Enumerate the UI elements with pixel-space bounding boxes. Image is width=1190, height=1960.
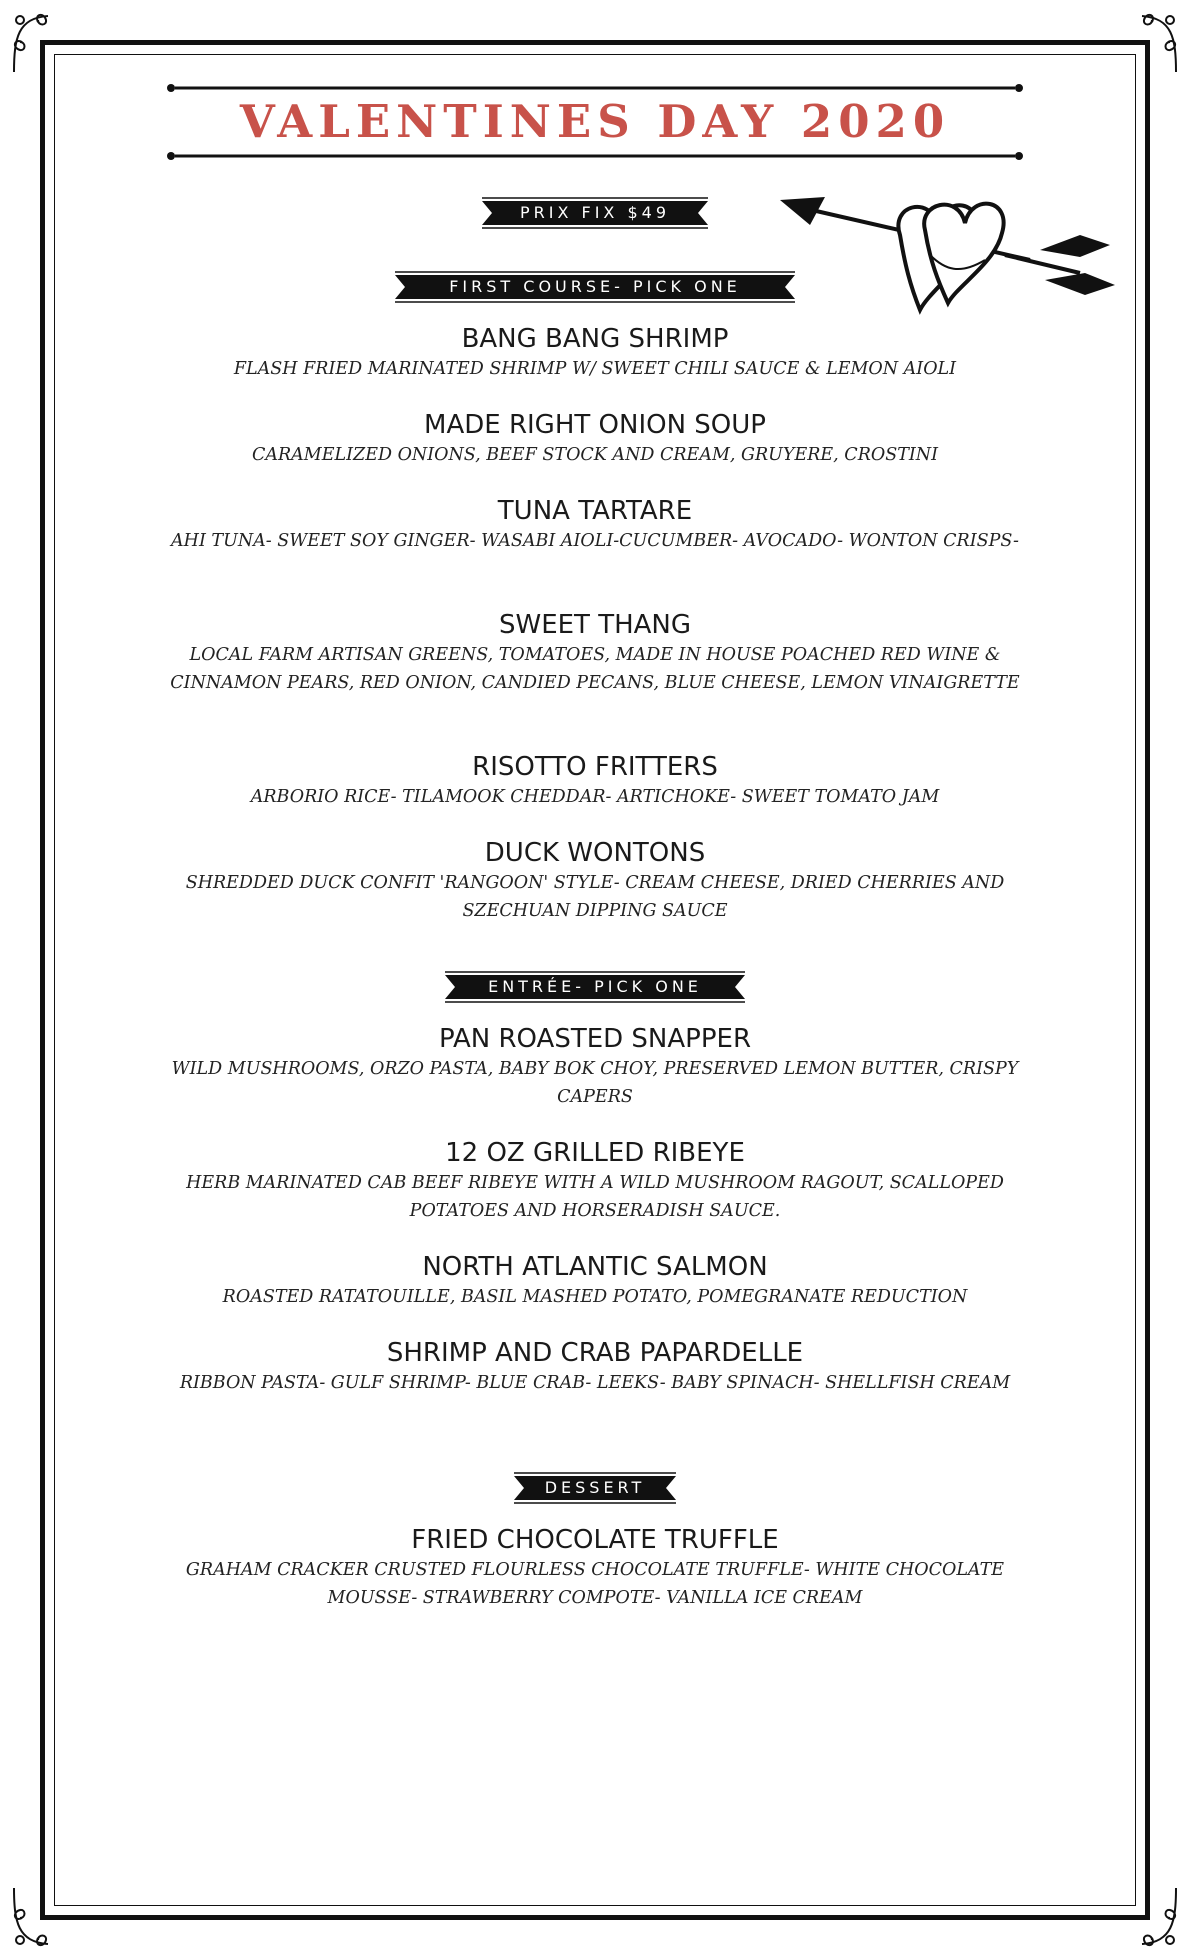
item-description: GRAHAM CRACKER CRUSTED FLOURLESS CHOCOLATE TRUFFLE- WHITE CHOCOLATE MOUSSE- STRAWBERRY COMPOTE- VANILLA ICE CREAM (185, 1560, 1005, 1608)
menu-title: VALENTINES DAY 2020 (239, 95, 951, 148)
menu-item (160, 609, 1030, 697)
item-description: ARBORIO RICE- TILAMOOK CHEDDAR- ARTICHOKE- SWEET TOMATO JAM (250, 787, 940, 807)
title-block (165, 82, 1025, 162)
menu-item (160, 323, 1030, 383)
heart-arrow-illustration-icon (780, 185, 1125, 320)
first-course-heading: FIRST COURSE- PICK ONE (449, 277, 741, 296)
item-name: DUCK WONTONS (484, 838, 706, 868)
corner-flourish-icon (1112, 8, 1182, 78)
item-description: FLASH FRIED MARINATED SHRIMP W/ SWEET CHILI SAUCE & LEMON AIOLI (233, 359, 957, 379)
menu-item (160, 751, 1030, 811)
item-description: ROASTED RATATOUILLE, BASIL MASHED POTATO, POMEGRANATE REDUCTION (222, 1287, 968, 1307)
prix-fix-label: PRIX FIX $49 (519, 203, 671, 222)
item-description: WILD MUSHROOMS, ORZO PASTA, BABY BOK CHOY, PRESERVED LEMON BUTTER, CRISPY CAPERS (171, 1059, 1019, 1107)
item-name: 12 OZ GRILLED RIBEYE (445, 1138, 745, 1168)
corner-flourish-icon (1112, 1882, 1182, 1952)
menu-item (160, 1023, 1030, 1111)
item-name: MADE RIGHT ONION SOUP (424, 410, 766, 440)
item-name: RISOTTO FRITTERS (472, 752, 718, 782)
item-name: NORTH ATLANTIC SALMON (422, 1252, 768, 1282)
item-description: LOCAL FARM ARTISAN GREENS, TOMATOES, MADE IN HOUSE POACHED RED WINE & CINNAMON PEARS, RED ONION, CANDIED PECANS, BLUE CHEESE, LEMON VINAIGRETTE (170, 645, 1020, 693)
item-description: AHI TUNA- SWEET SOY GINGER- WASABI AIOLI-CUCUMBER- AVOCADO- WONTON CRISPS- (171, 531, 1019, 551)
item-description: CARAMELIZED ONIONS, BEEF STOCK AND CREAM, GRUYERE, CROSTINI (251, 445, 939, 465)
menu-item (160, 1524, 1030, 1612)
menu-item (160, 1251, 1030, 1311)
menu-item (160, 495, 1030, 555)
menu-item (160, 1337, 1030, 1397)
menu-item (160, 837, 1030, 925)
item-name: FRIED CHOCOLATE TRUFFLE (411, 1525, 779, 1555)
corner-flourish-icon (8, 1882, 78, 1952)
item-description: SHREDDED DUCK CONFIT 'RANGOON' STYLE- CREAM CHEESE, DRIED CHERRIES AND SZECHUAN DIPPING SAUCE (185, 873, 1005, 921)
item-description: RIBBON PASTA- GULF SHRIMP- BLUE CRAB- LEEKS- BABY SPINACH- SHELLFISH CREAM (179, 1373, 1011, 1393)
title-rule-bottom (165, 150, 1025, 162)
entree-heading: ENTRÉE- PICK ONE (488, 977, 702, 996)
menu-item (160, 1137, 1030, 1225)
title-rule-top (165, 82, 1025, 94)
entree-banner (445, 970, 745, 1004)
item-name: TUNA TARTARE (497, 496, 693, 526)
corner-flourish-icon (8, 8, 78, 78)
dessert-heading: DESSERT (544, 1478, 646, 1497)
first-course-banner (395, 270, 795, 304)
item-name: SWEET THANG (498, 610, 692, 640)
prix-fix-banner (482, 196, 708, 230)
dessert-banner (514, 1471, 676, 1505)
item-description: HERB MARINATED CAB BEEF RIBEYE WITH A WILD MUSHROOM RAGOUT, SCALLOPED POTATOES AND HORSERADISH SAUCE. (186, 1173, 1004, 1221)
item-name: SHRIMP AND CRAB PAPARDELLE (386, 1338, 804, 1368)
menu-item (160, 409, 1030, 469)
item-name: PAN ROASTED SNAPPER (438, 1024, 752, 1054)
item-name: BANG BANG SHRIMP (461, 324, 729, 354)
